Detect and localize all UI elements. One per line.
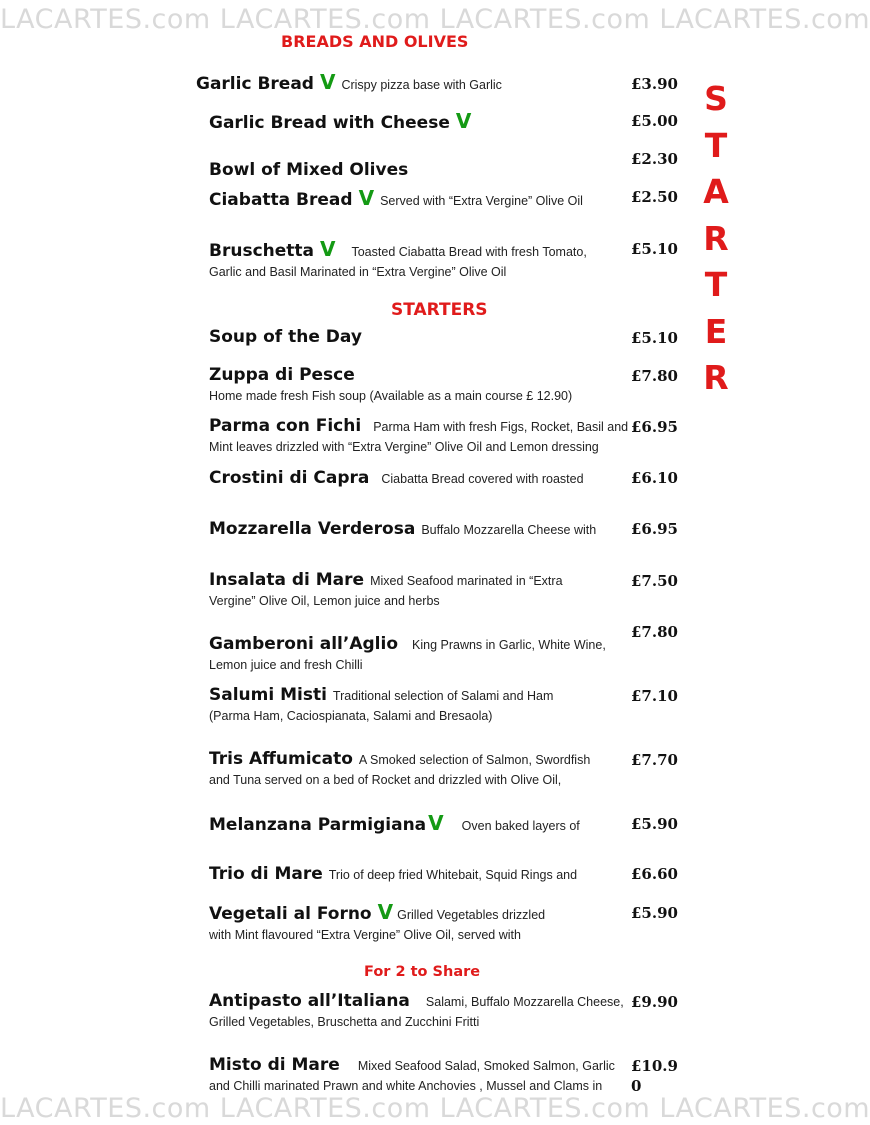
price-misto-di-mare <box>631 1056 691 1096</box>
item-description-line2: Grilled Vegetables, Bruschetta and Zucchini Fritti <box>209 1015 480 1029</box>
vegetarian-mark: V <box>428 811 444 835</box>
vegetarian-mark: V <box>377 900 394 924</box>
price-insalata-di-mare: £7.50 <box>631 572 678 590</box>
item-name: Garlic Bread <box>196 74 314 94</box>
vertical-title <box>702 76 730 402</box>
price-garlic-bread: £3.90 <box>631 75 678 93</box>
item-description: King Prawns in Garlic, White Wine, <box>412 638 606 652</box>
item-name: Mozzarella Verderosa <box>209 519 416 539</box>
item-description: Mixed Seafood Salad, Smoked Salmon, Garlic <box>357 1059 615 1073</box>
menu-item-ciabatta-bread <box>209 188 629 211</box>
menu-item-antipasto-italiana <box>209 991 629 1032</box>
price-line: 0 <box>631 1077 642 1095</box>
price-zuppa-di-pesce: £7.80 <box>631 367 678 385</box>
item-name: Trio di Mare <box>209 864 323 884</box>
price-trio-di-mare: £6.60 <box>631 865 678 883</box>
item-description: Trio of deep fried Whitebait, Squid Rings and <box>328 868 578 882</box>
price-salumi-misti: £7.10 <box>631 687 678 705</box>
item-description: Salami, Buffalo Mozzarella Cheese, <box>425 995 624 1009</box>
menu-item-soup-of-the-day <box>209 327 629 348</box>
item-description-line2: and Tuna served on a bed of Rocket and drizzled with Olive Oil, <box>209 773 562 787</box>
item-description-line2: Lemon juice and fresh Chilli <box>209 658 363 672</box>
price-soup-of-the-day: £5.10 <box>631 329 678 347</box>
menu-item-salumi-misti <box>209 685 629 726</box>
menu-item-trio-di-mare <box>209 864 629 885</box>
menu-item-crostini-di-capra <box>209 468 629 489</box>
item-description: Mixed Seafood marinated in “Extra <box>370 574 563 588</box>
menu-item-mozzarella-verderosa <box>209 519 629 540</box>
price-crostini-di-capra: £6.10 <box>631 469 678 487</box>
price-tris-affumicato: £7.70 <box>631 751 678 769</box>
item-description: Served with “Extra Vergine” Olive Oil <box>380 194 583 208</box>
heading-breads-olives: BREADS AND OLIVES <box>281 32 469 51</box>
item-name: Insalata di Mare <box>209 570 365 590</box>
item-description-line2: Vergine” Olive Oil, Lemon juice and herbs <box>209 594 440 608</box>
item-name: Antipasto all’Italiana <box>209 991 410 1011</box>
item-name: Crostini di Capra <box>209 468 370 488</box>
item-description: Buffalo Mozzarella Cheese with <box>421 523 597 537</box>
price-melanzana-parmigiana: £5.90 <box>631 815 678 833</box>
menu-item-melanzana-parmigiana <box>209 813 629 836</box>
item-description: A Smoked selection of Salmon, Swordfish <box>358 753 591 767</box>
item-description: Home made fresh Fish soup (Available as a main course £ 12.90) <box>209 389 573 403</box>
item-description: Oven baked layers of <box>461 819 580 833</box>
menu-item-bruschetta <box>209 239 629 282</box>
item-name: Melanzana Parmigiana <box>209 815 427 835</box>
price-mixed-olives: £2.30 <box>631 150 678 168</box>
item-description-line2: and Chilli marinated Prawn and white Anchovies , Mussel and Clams in <box>209 1079 603 1093</box>
item-description: Crispy pizza base with Garlic <box>341 78 502 92</box>
vertical-letter: R <box>703 218 729 258</box>
item-description-line2: with Mint flavoured “Extra Vergine” Olive Oil, served with <box>209 928 521 942</box>
vertical-letter: A <box>703 172 729 211</box>
vertical-letter: R <box>703 358 729 397</box>
item-description: Grilled Vegetables drizzled <box>397 908 546 922</box>
item-name: Bruschetta <box>209 241 314 261</box>
price-line: £10.9 <box>631 1057 678 1075</box>
menu-item-misto-di-mare <box>209 1055 629 1096</box>
menu-item-parma-con-fichi <box>209 416 629 457</box>
price-mozzarella-verderosa: £6.95 <box>631 520 678 538</box>
menu-item-tris-affumicato <box>209 749 629 790</box>
heading-starters: STARTERS <box>391 300 488 320</box>
item-name: Ciabatta Bread <box>209 190 353 210</box>
item-description: Toasted Ciabatta Bread with fresh Tomato, <box>351 245 587 259</box>
price-parma-con-fichi: £6.95 <box>631 418 678 436</box>
menu-item-zuppa-di-pesce <box>209 365 629 406</box>
menu-item-mixed-olives <box>209 160 629 181</box>
item-description: Parma Ham with fresh Figs, Rocket, Basil and <box>373 420 629 434</box>
item-description: Ciabatta Bread covered with roasted <box>381 472 584 486</box>
price-vegetali-al-forno: £5.90 <box>631 904 678 922</box>
item-name: Soup of the Day <box>209 327 362 347</box>
item-name: Tris Affumicato <box>209 749 353 769</box>
vertical-letter: T <box>704 125 728 165</box>
item-name: Zuppa di Pesce <box>209 365 355 385</box>
item-description-line2: (Parma Ham, Caciospianata, Salami and Bresaola) <box>209 709 493 723</box>
item-name: Parma con Fichi <box>209 416 362 436</box>
vertical-letter: S <box>704 79 728 118</box>
item-name: Vegetali al Forno <box>209 904 372 924</box>
item-description-line2: Mint leaves drizzled with “Extra Vergine” Olive Oil and Lemon dressing <box>209 440 599 454</box>
item-description: Traditional selection of Salami and Ham <box>332 689 554 703</box>
vegetarian-mark: V <box>455 109 472 133</box>
watermark-bottom: LACARTES.com LACARTES.com LACARTES.com LACARTES.com <box>0 1093 870 1124</box>
item-name: Gamberoni all’Aglio <box>209 634 398 654</box>
vegetarian-mark: V <box>319 70 336 94</box>
menu-item-insalata-di-mare <box>209 570 629 611</box>
vertical-letter: T <box>704 265 728 304</box>
item-name: Bowl of Mixed Olives <box>209 160 409 180</box>
item-name: Salumi Misti <box>209 685 327 705</box>
item-name: Misto di Mare <box>209 1055 340 1075</box>
price-ciabatta-bread: £2.50 <box>631 188 678 206</box>
watermark-top: LACARTES.com LACARTES.com LACARTES.com LACARTES.com <box>0 4 870 35</box>
item-description-line2: Garlic and Basil Marinated in “Extra Vergine” Olive Oil <box>209 265 507 279</box>
heading-for-2-to-share: For 2 to Share <box>364 964 481 980</box>
vegetarian-mark: V <box>320 237 336 261</box>
price-bruschetta: £5.10 <box>631 240 678 258</box>
price-garlic-bread-cheese: £5.00 <box>631 112 678 130</box>
vegetarian-mark: V <box>358 186 375 210</box>
menu-item-gamberoni-aglio <box>209 634 629 675</box>
menu-item-vegetali-al-forno <box>209 902 629 945</box>
price-antipasto-italiana: £9.90 <box>631 993 678 1011</box>
item-name: Garlic Bread with Cheese <box>209 113 450 133</box>
menu-item-garlic-bread <box>196 72 616 95</box>
vertical-letter: E <box>704 311 728 351</box>
price-gamberoni-aglio: £7.80 <box>631 623 678 641</box>
menu-item-garlic-bread-cheese <box>209 111 629 134</box>
